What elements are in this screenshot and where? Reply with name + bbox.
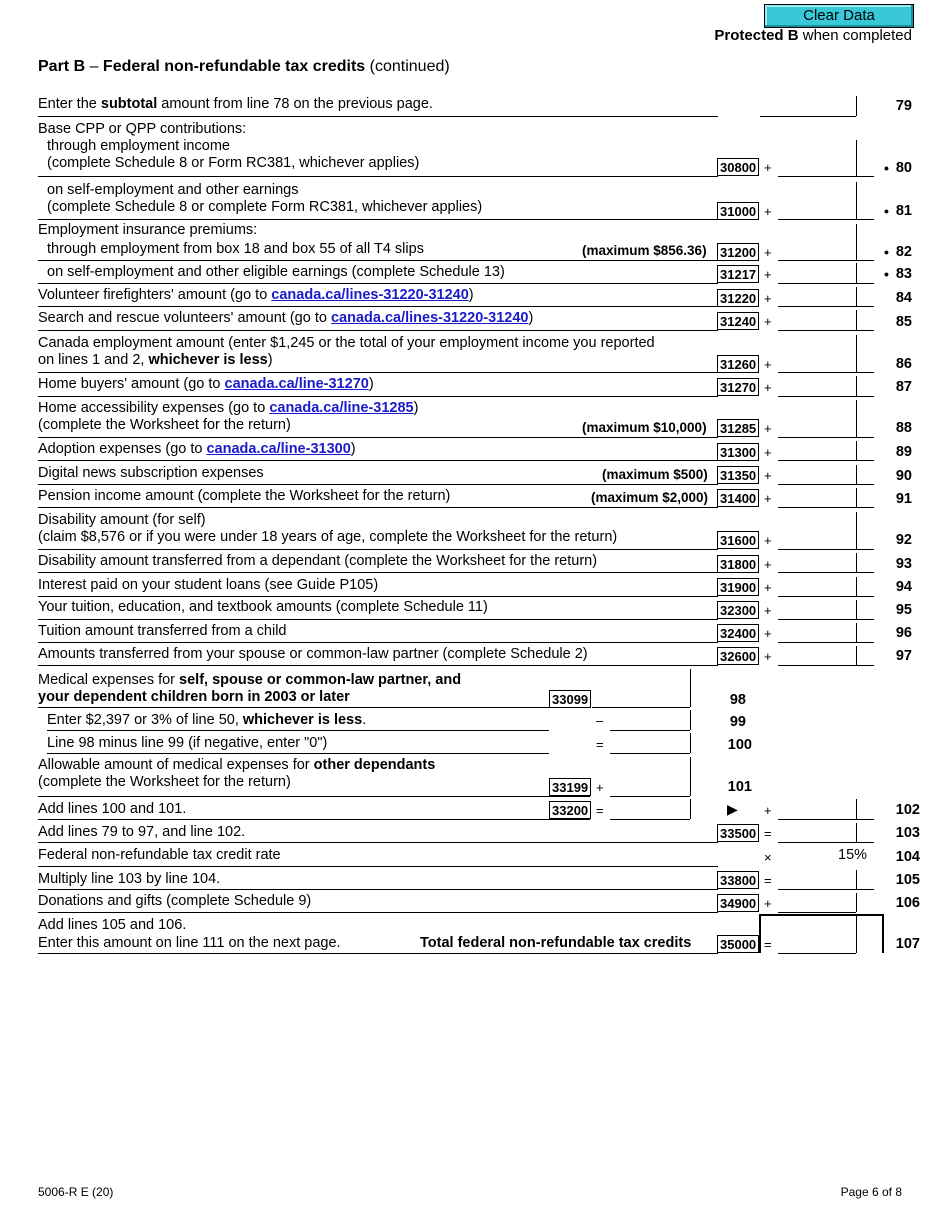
divider — [38, 889, 718, 890]
divider — [38, 507, 718, 508]
plus-operator: + — [764, 160, 772, 175]
line-102-subtotal[interactable] — [610, 819, 690, 820]
line-101-label-a: Allowable amount of medical expenses for other dependants — [38, 757, 436, 773]
line-86-code: 31260 — [717, 355, 759, 373]
line-94-code: 31900 — [717, 578, 759, 596]
divider — [38, 437, 718, 438]
plus-operator: + — [764, 245, 772, 260]
line-85-link[interactable]: canada.ca/lines-31220-31240 — [330, 310, 529, 326]
field-separator — [856, 646, 857, 665]
divider — [38, 219, 718, 220]
line-number-79: 79 — [895, 98, 912, 114]
plus-operator: + — [764, 557, 772, 572]
line-100-label: Line 98 minus line 99 (if negative, enter "0") — [47, 735, 328, 751]
line-number-82: 82 — [895, 244, 912, 260]
divider — [38, 707, 590, 708]
line-number-104: 104 — [895, 849, 920, 865]
field-separator — [856, 310, 857, 330]
line-95-label: Your tuition, education, and textbook amounts (complete Schedule 11) — [38, 599, 488, 615]
line-96-label: Tuition amount transferred from a child — [38, 623, 287, 639]
divider — [38, 642, 718, 643]
credit-rate: 15% — [838, 847, 868, 863]
field-separator — [856, 577, 857, 596]
line-103-label: Add lines 79 to 97, and line 102. — [38, 824, 246, 840]
line-number-96: 96 — [895, 625, 912, 641]
plus-operator: + — [764, 291, 772, 306]
line-83-label: on self-employment and other eligible earnings (complete Schedule 13) — [47, 264, 505, 280]
line-number-80: 80 — [895, 160, 912, 176]
plus-operator: + — [764, 580, 772, 595]
plus-operator: + — [764, 314, 772, 329]
field-separator — [856, 441, 857, 460]
minus-operator: – — [596, 713, 604, 728]
divider — [38, 396, 718, 397]
line-number-87: 87 — [895, 379, 912, 395]
line-98-input[interactable] — [592, 707, 690, 708]
form-identifier: 5006-R E (20) — [38, 1185, 114, 1199]
line-number-81: 81 — [895, 203, 912, 219]
line-97-code: 32600 — [717, 647, 759, 665]
line-98-label-a: Medical expenses for self, spouse or common-law partner, and — [38, 672, 462, 688]
plus-operator: + — [764, 603, 772, 618]
equals-operator: = — [596, 737, 604, 752]
line-88-label-a: Home accessibility expenses (go to canada.ca/line-31285) — [38, 400, 419, 416]
section-title — [38, 58, 450, 76]
section-heading: Federal non-refundable tax credits — [102, 58, 366, 75]
field-separator — [690, 710, 691, 730]
field-separator — [856, 600, 857, 619]
line-79-input[interactable] — [760, 116, 856, 117]
clear-data-button[interactable]: Clear Data — [764, 4, 914, 28]
line-89-code: 31300 — [717, 443, 759, 461]
line-number-107: 107 — [895, 936, 920, 952]
divider — [38, 619, 718, 620]
plus-operator: + — [764, 626, 772, 641]
equals-operator: = — [764, 826, 772, 841]
divider — [38, 484, 718, 485]
line-96-code: 32400 — [717, 624, 759, 642]
line-100-input[interactable] — [610, 753, 690, 754]
line-87-input[interactable] — [778, 396, 874, 397]
line-91-input[interactable] — [778, 507, 874, 508]
line-82-label: through employment from box 18 and box 55 of all T4 slips — [47, 241, 424, 257]
divider — [47, 753, 549, 754]
plus-operator: + — [764, 204, 772, 219]
line-103-code: 33500 — [717, 824, 759, 842]
divider — [38, 260, 718, 261]
divider — [38, 330, 718, 331]
line-86-label-a: Canada employment amount (enter $1,245 or the total of your employment income you reported — [38, 335, 655, 351]
line-number-103: 103 — [895, 825, 920, 841]
line-number-94: 94 — [895, 579, 912, 595]
field-separator — [856, 914, 857, 953]
line-95-code: 32300 — [717, 601, 759, 619]
line-83-input[interactable] — [778, 283, 874, 284]
field-separator — [690, 757, 691, 796]
line-number-91: 91 — [895, 491, 912, 507]
plus-operator: + — [596, 780, 604, 795]
part-label: Part B — [38, 58, 86, 75]
divider — [38, 116, 718, 117]
field-separator — [690, 799, 691, 819]
line-number-106: 106 — [895, 895, 920, 911]
line-95-input[interactable] — [778, 619, 874, 620]
line-105-label: Multiply line 103 by line 104. — [38, 871, 221, 887]
line-number-90: 90 — [895, 468, 912, 484]
field-separator — [856, 376, 857, 396]
line-88-link[interactable]: canada.ca/line-31285 — [269, 400, 414, 416]
line-93-code: 31800 — [717, 555, 759, 573]
line-84-label: Volunteer firefighters' amount (go to canada.ca/lines-31220-31240) — [38, 287, 474, 303]
line-79-label: Enter the subtotal amount from line 78 on the previous page. — [38, 96, 433, 112]
plus-operator: + — [764, 380, 772, 395]
divider — [38, 866, 718, 867]
line-92-code: 31600 — [717, 531, 759, 549]
line-90-code: 31350 — [717, 466, 759, 484]
line-107-label-b: Enter this amount on line 111 on the next page. — [38, 935, 341, 951]
line-81-label-a: on self-employment and other earnings — [47, 182, 299, 198]
line-82-heading: Employment insurance premiums: — [38, 222, 258, 238]
line-85-label: Search and rescue volunteers' amount (go to canada.ca/lines-31220-31240) — [38, 310, 534, 326]
line-98-code: 33099 — [549, 690, 591, 708]
bullet-marker: • — [884, 160, 889, 176]
line-number-93: 93 — [895, 556, 912, 572]
line-86-input[interactable] — [778, 372, 874, 373]
line-99-input[interactable] — [610, 730, 690, 731]
line-89-label: Adoption expenses (go to canada.ca/line-31300) — [38, 441, 356, 457]
line-number-101: 101 — [727, 779, 752, 795]
line-86-label-b: on lines 1 and 2, whichever is less) — [38, 352, 273, 368]
bullet-marker: • — [884, 203, 889, 219]
line-107-input[interactable] — [778, 953, 856, 954]
line-80-code: 30800 — [717, 158, 759, 176]
line-80-label-b: (complete Schedule 8 or Form RC381, whichever applies) — [47, 155, 420, 171]
plus-operator: + — [764, 468, 772, 483]
plus-operator: + — [764, 357, 772, 372]
field-separator — [856, 140, 857, 176]
protected-label: Protected B — [714, 27, 799, 44]
plus-operator: + — [764, 896, 772, 911]
line-number-102: 102 — [895, 802, 920, 818]
line-89-link[interactable]: canada.ca/line-31300 — [206, 441, 351, 457]
line-number-92: 92 — [895, 532, 912, 548]
line-102-label: Add lines 100 and 101. — [38, 801, 187, 817]
divider — [38, 819, 590, 820]
arrow-right-icon: ▶ — [727, 801, 738, 817]
bullet-marker: • — [884, 266, 889, 282]
field-separator — [856, 224, 857, 260]
line-106-input[interactable] — [778, 912, 856, 913]
line-91-label: Pension income amount (complete the Worksheet for the return) — [38, 488, 451, 504]
bullet-marker: • — [884, 244, 889, 260]
equals-operator: = — [596, 803, 604, 818]
line-102-input[interactable] — [778, 819, 874, 820]
line-number-89: 89 — [895, 444, 912, 460]
line-92-label-b: (claim $8,576 or if you were under 18 years of age, complete the Worksheet for the return) — [38, 529, 618, 545]
line-107-label-a: Add lines 105 and 106. — [38, 917, 187, 933]
line-number-88: 88 — [895, 420, 912, 436]
divider — [38, 665, 718, 666]
field-separator — [856, 96, 857, 116]
field-separator — [856, 287, 857, 306]
field-separator — [690, 733, 691, 753]
equals-operator: = — [764, 873, 772, 888]
line-87-code: 31270 — [717, 378, 759, 396]
line-90-maximum: (maximum $500) — [602, 467, 708, 482]
line-106-label: Donations and gifts (complete Schedule 9) — [38, 893, 312, 909]
divider — [38, 796, 590, 797]
plus-operator: + — [764, 491, 772, 506]
plus-operator: + — [764, 803, 772, 818]
plus-operator: + — [764, 445, 772, 460]
divider — [38, 572, 718, 573]
line-number-98: 98 — [729, 692, 746, 708]
divider — [38, 549, 718, 550]
line-80-label-a: through employment income — [47, 138, 230, 154]
line-104-label: Federal non-refundable tax credit rate — [38, 847, 281, 863]
field-separator — [856, 335, 857, 372]
line-80-input[interactable] — [778, 176, 874, 177]
plus-operator: + — [764, 421, 772, 436]
line-102-code: 33200 — [549, 801, 591, 819]
line-88-maximum: (maximum $10,000) — [582, 420, 707, 435]
line-80-heading: Base CPP or QPP contributions: — [38, 121, 247, 137]
divider — [47, 730, 549, 731]
line-number-100: 100 — [727, 737, 752, 753]
line-84-code: 31220 — [717, 289, 759, 307]
divider — [38, 596, 718, 597]
divider — [38, 372, 718, 373]
line-88-input[interactable] — [778, 437, 874, 438]
field-separator — [856, 623, 857, 642]
divider — [38, 953, 718, 954]
line-88-label-b: (complete the Worksheet for the return) — [38, 417, 291, 433]
field-separator — [690, 669, 691, 707]
protected-suffix: when completed — [798, 27, 912, 44]
divider — [38, 460, 718, 461]
line-85-input[interactable] — [778, 330, 874, 331]
line-number-84: 84 — [895, 290, 912, 306]
equals-operator: = — [764, 937, 772, 952]
divider — [38, 842, 718, 843]
line-number-97: 97 — [895, 648, 912, 664]
line-89-input[interactable] — [778, 460, 874, 461]
line-101-input[interactable] — [610, 796, 690, 797]
line-92-label-a: Disability amount (for self) — [38, 512, 206, 528]
title-dash: – — [85, 58, 103, 75]
line-105-code: 33800 — [717, 871, 759, 889]
field-separator — [856, 400, 857, 437]
protected-b-notice — [714, 27, 912, 44]
field-separator — [856, 488, 857, 507]
line-105-input[interactable] — [778, 889, 874, 890]
line-93-input[interactable] — [778, 572, 874, 573]
field-separator — [856, 512, 857, 549]
line-number-95: 95 — [895, 602, 912, 618]
continued-note: (continued) — [365, 58, 450, 75]
line-81-label-b: (complete Schedule 8 or complete Form RC381, whichever applies) — [47, 199, 483, 215]
line-number-83: 83 — [895, 266, 912, 282]
line-91-maximum: (maximum $2,000) — [591, 490, 709, 505]
line-82-maximum: (maximum $856.36) — [582, 243, 707, 258]
line-84-link[interactable]: canada.ca/lines-31220-31240 — [271, 287, 469, 303]
field-separator — [856, 799, 857, 819]
line-94-input[interactable] — [778, 596, 874, 597]
total-credits-label: Total federal non-refundable tax credits — [420, 935, 692, 951]
field-separator — [856, 263, 857, 283]
line-88-code: 31285 — [717, 419, 759, 437]
line-81-input[interactable] — [778, 219, 874, 220]
line-97-input[interactable] — [778, 665, 874, 666]
page-number: Page 6 of 8 — [840, 1185, 902, 1199]
line-96-input[interactable] — [778, 642, 874, 643]
field-separator — [856, 182, 857, 219]
divider — [38, 176, 718, 177]
line-98-label-b: your dependent children born in 2003 or later — [38, 689, 350, 705]
line-99-label: Enter $2,397 or 3% of line 50, whichever is less. — [47, 712, 367, 728]
divider — [38, 912, 718, 913]
line-number-85: 85 — [895, 314, 912, 330]
line-106-code: 34900 — [717, 894, 759, 912]
line-number-105: 105 — [895, 872, 920, 888]
plus-operator: + — [764, 267, 772, 282]
line-82-input[interactable] — [778, 260, 874, 261]
line-90-label: Digital news subscription expenses — [38, 465, 264, 481]
field-separator — [856, 553, 857, 572]
line-81-code: 31000 — [717, 202, 759, 220]
field-separator — [856, 893, 857, 912]
line-97-label: Amounts transferred from your spouse or common-law partner (complete Schedule 2) — [38, 646, 588, 662]
field-separator — [856, 465, 857, 484]
line-90-input[interactable] — [778, 484, 874, 485]
line-85-code: 31240 — [717, 312, 759, 330]
line-103-input[interactable] — [778, 842, 874, 843]
line-94-label: Interest paid on your student loans (see Guide P105) — [38, 577, 379, 593]
line-92-input[interactable] — [778, 549, 874, 550]
multiply-operator: × — [764, 850, 772, 865]
line-91-code: 31400 — [717, 489, 759, 507]
line-number-86: 86 — [895, 356, 912, 372]
line-number-99: 99 — [729, 714, 746, 730]
line-101-code: 33199 — [549, 778, 591, 796]
line-82-code: 31200 — [717, 243, 759, 261]
divider — [38, 283, 718, 284]
line-87-label: Home buyers' amount (go to canada.ca/line-31270) — [38, 376, 374, 392]
plus-operator: + — [764, 649, 772, 664]
divider — [38, 306, 718, 307]
field-separator — [856, 870, 857, 889]
field-separator — [856, 823, 857, 842]
line-107-code: 35000 — [717, 935, 759, 953]
line-101-label-b: (complete the Worksheet for the return) — [38, 774, 291, 790]
line-84-input[interactable] — [778, 306, 874, 307]
total-credits-box — [759, 914, 884, 953]
line-83-code: 31217 — [717, 265, 759, 283]
line-87-link[interactable]: canada.ca/line-31270 — [224, 376, 369, 392]
line-93-label: Disability amount transferred from a dependant (complete the Worksheet for the return) — [38, 553, 598, 569]
plus-operator: + — [764, 533, 772, 548]
